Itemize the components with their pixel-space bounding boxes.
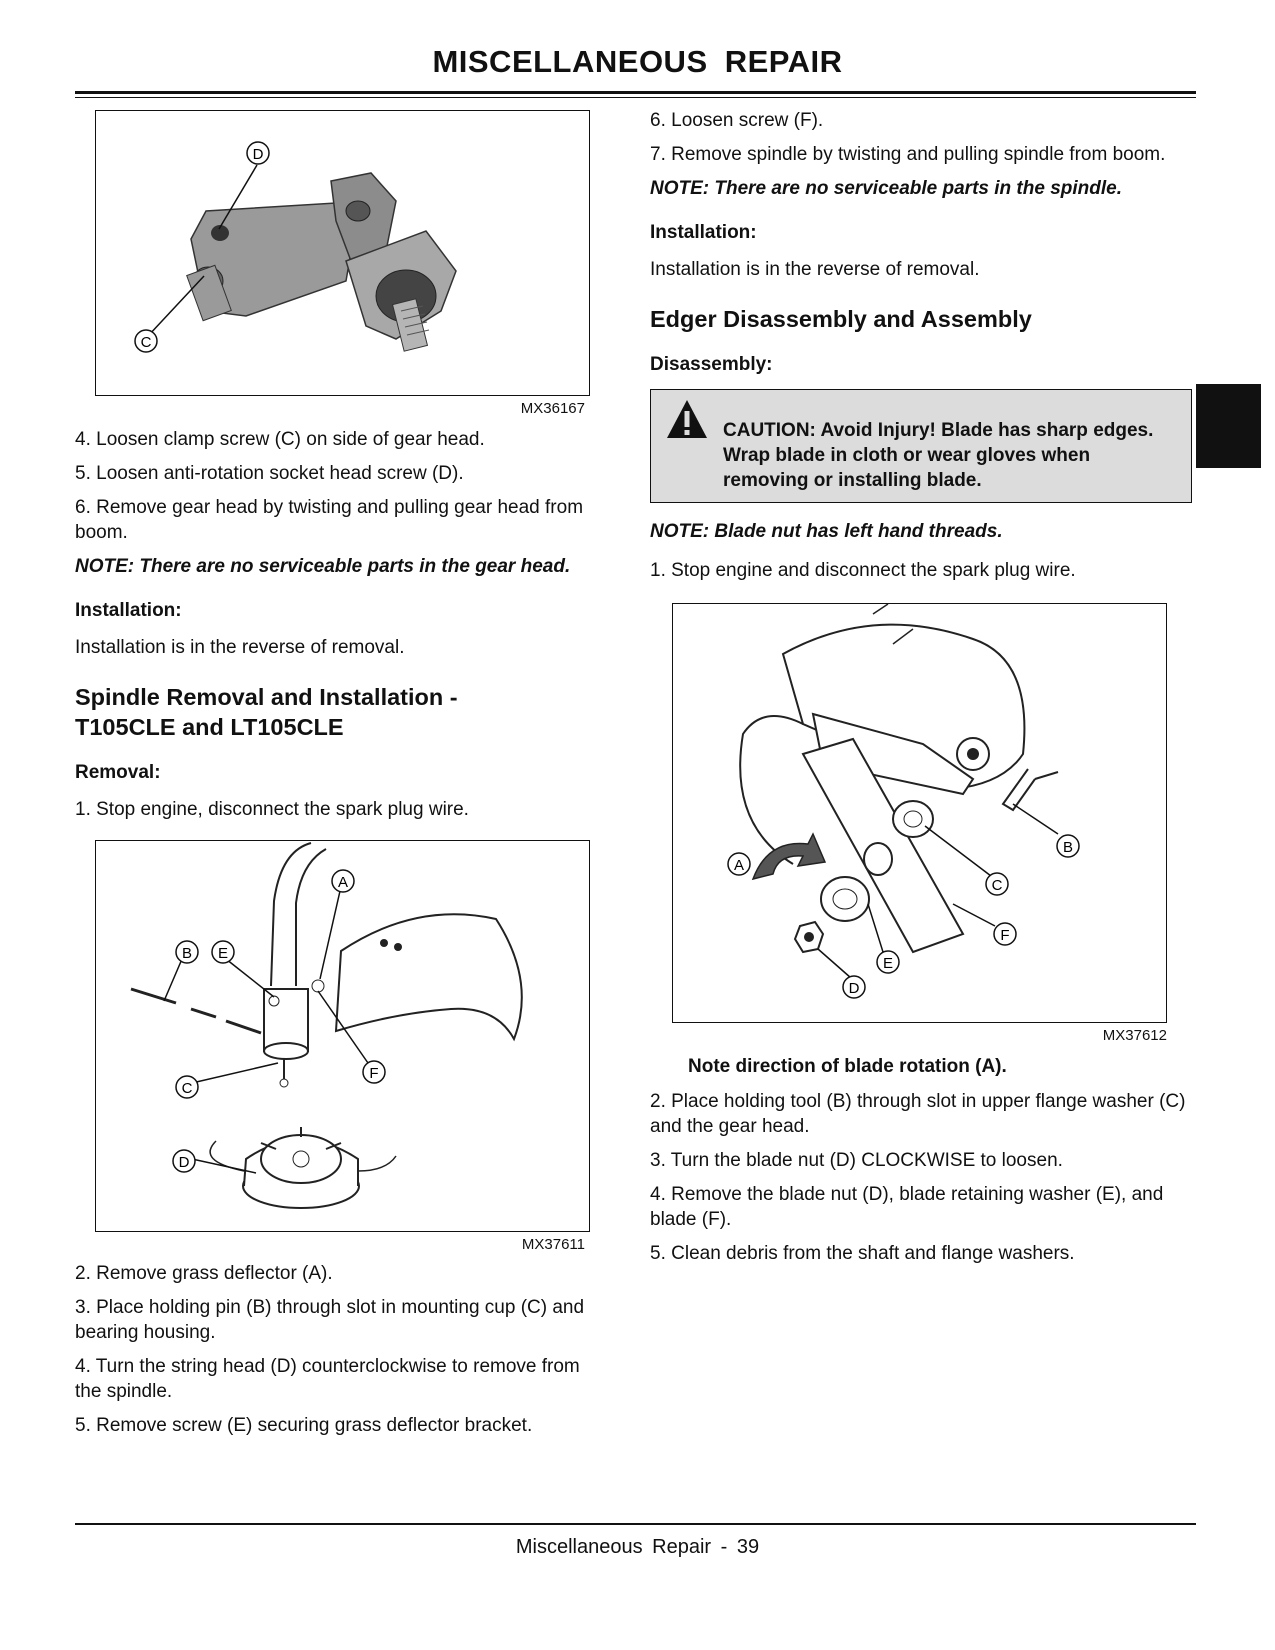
caution-box <box>650 389 1192 503</box>
figure-code: MX36167 <box>520 400 585 417</box>
callout-label: F <box>1000 927 1010 944</box>
gear-head-illustration <box>96 111 591 397</box>
subheading: Disassembly: <box>650 354 773 375</box>
page-title: MISCELLANEOUS REPAIR <box>432 44 843 79</box>
step: 2. Remove grass deflector (A). <box>75 1263 333 1284</box>
note: NOTE: There are no serviceable parts in the spindle. <box>650 178 1122 199</box>
step: 3. Turn the blade nut (D) CLOCKWISE to loosen. <box>650 1150 1063 1171</box>
callout-label: D <box>848 980 860 997</box>
paragraph: Installation is in the reverse of removal. <box>75 637 405 658</box>
step: 5. Loosen anti-rotation socket head screw (D). <box>75 463 464 484</box>
header-rule <box>75 91 1196 94</box>
edger-illustration <box>673 604 1168 1024</box>
subheading: Installation: <box>75 600 182 621</box>
footer-rule <box>75 1523 1196 1525</box>
section-heading: Spindle Removal and Installation - T105CLE and LT105CLE <box>75 684 458 740</box>
spindle-figure <box>95 840 590 1232</box>
gear-head-figure <box>95 110 590 396</box>
callout-label: C <box>181 1080 193 1097</box>
callout-label: C <box>140 334 152 351</box>
callout-label: B <box>181 945 193 962</box>
step: 6. Remove gear head by twisting and pulling gear head from boom. <box>75 497 584 543</box>
step: 4. Remove the blade nut (D), blade retaining washer (E), and blade (F). <box>650 1184 1164 1230</box>
section-tab-marker <box>1196 384 1261 468</box>
figure-code: MX37612 <box>1102 1027 1167 1044</box>
right-column <box>650 108 1190 1275</box>
callout-label: B <box>1062 839 1074 856</box>
warning-triangle-icon <box>665 398 709 440</box>
step: 5. Remove screw (E) securing grass deflector bracket. <box>75 1415 533 1436</box>
step: 7. Remove spindle by twisting and pulling spindle from boom. <box>650 144 1166 165</box>
callout-label: E <box>217 945 229 962</box>
spindle-illustration <box>96 841 591 1233</box>
step: 1. Stop engine, disconnect the spark plug wire. <box>75 799 469 820</box>
page-footer: Miscellaneous Repair - 39 <box>515 1536 760 1558</box>
figure-caption: Note direction of blade rotation (A). <box>688 1056 1007 1077</box>
figure-code: MX37611 <box>521 1236 585 1253</box>
callout-label: C <box>991 877 1003 894</box>
subheading: Removal: <box>75 762 161 783</box>
callout-label: A <box>733 857 745 874</box>
step: 3. Place holding pin (B) through slot in mounting cup (C) and bearing housing. <box>75 1297 585 1343</box>
step: 1. Stop engine and disconnect the spark plug wire. <box>650 560 1076 581</box>
callout-label: F <box>369 1065 379 1082</box>
note: NOTE: Blade nut has left hand threads. <box>650 521 1003 542</box>
left-column <box>75 110 595 1447</box>
step: 5. Clean debris from the shaft and flange washers. <box>650 1243 1075 1264</box>
edger-figure <box>672 603 1167 1023</box>
subheading: Installation: <box>650 222 757 243</box>
callout-label: E <box>882 955 894 972</box>
callout-label: D <box>178 1154 190 1171</box>
callout-label: D <box>252 146 264 163</box>
caution-text: CAUTION: Avoid Injury! Blade has sharp edges. Wrap blade in cloth or wear gloves when removing or installing blade. <box>723 420 1154 491</box>
step: 6. Loosen screw (F). <box>650 110 824 131</box>
step: 4. Loosen clamp screw (C) on side of gear head. <box>75 429 485 450</box>
paragraph: Installation is in the reverse of removal. <box>650 259 980 280</box>
header-rule-thin <box>75 97 1196 98</box>
note: NOTE: There are no serviceable parts in the gear head. <box>75 556 571 577</box>
step: 4. Turn the string head (D) counterclockwise to remove from the spindle. <box>75 1356 580 1402</box>
step: 2. Place holding tool (B) through slot in upper flange washer (C) and the gear head. <box>650 1091 1186 1137</box>
section-heading: Edger Disassembly and Assembly <box>650 306 1032 332</box>
callout-label: A <box>337 874 349 891</box>
